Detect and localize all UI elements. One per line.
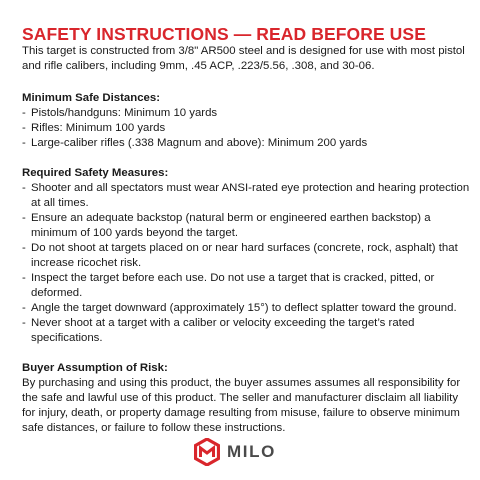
- list-item: [22, 211, 470, 241]
- buyer-paragraph: By purchasing and using this product, the buyer assumes assumes all responsibility for the safe and lawful use of this product. The seller and manufacturer disclaim all liability for injury, death, or property damage resulting from misuse, failure to observe minimum safe distances, or failure to follow these instructions.: [22, 377, 461, 434]
- logo-wordmark: MILO: [227, 442, 276, 461]
- list-item: [22, 106, 470, 121]
- list-item-text: Do not shoot at targets placed on or near hard surfaces (concrete, rock, asphalt) that increase ricochet risk.: [31, 242, 458, 269]
- buyer-heading: Buyer Assumption of Risk:: [22, 362, 168, 374]
- list-item: [22, 271, 470, 301]
- intro-paragraph: This target is constructed from 3/8" AR500 steel and is designed for use with most pistol and rifle calibers, including 9mm, .45 ACP, .223/5.56, .308, and 30-06.: [22, 45, 465, 72]
- bullet-dash: -: [22, 137, 26, 149]
- list-item-text: Never shoot at a target with a caliber or velocity exceeding the target’s rated specifications.: [31, 317, 415, 344]
- milo-logo: [194, 438, 276, 466]
- list-item: [22, 241, 470, 271]
- list-item-text: Inspect the target before each use. Do not use a target that is cracked, pitted, or deformed.: [31, 272, 435, 299]
- distances-heading: Minimum Safe Distances:: [22, 92, 160, 104]
- distances-list: [22, 106, 470, 151]
- list-item: [22, 301, 470, 316]
- list-item-text: Shooter and all spectators must wear ANSI-rated eye protection and hearing protection at all times.: [31, 182, 470, 209]
- list-item-text: Angle the target downward (approximately 15°) to deflect splatter toward the ground.: [31, 302, 457, 314]
- bullet-dash: -: [22, 212, 26, 224]
- list-item: [22, 121, 470, 136]
- page-title: SAFETY INSTRUCTIONS — READ BEFORE USE: [22, 24, 426, 44]
- bullet-dash: -: [22, 122, 26, 134]
- list-item: [22, 316, 470, 346]
- bullet-dash: -: [22, 317, 26, 329]
- measures-section: [22, 166, 470, 346]
- list-item-text: Ensure an adequate backstop (natural berm or engineered earthen backstop) a minimum of 100 yards beyond the target.: [31, 212, 431, 239]
- bullet-dash: -: [22, 242, 26, 254]
- bullet-dash: -: [22, 182, 26, 194]
- safety-document: [22, 24, 470, 436]
- list-item: [22, 136, 470, 151]
- list-item-text: Large-caliber rifles (.338 Magnum and above): Minimum 200 yards: [31, 137, 368, 149]
- bullet-dash: -: [22, 272, 26, 284]
- bullet-dash: -: [22, 302, 26, 314]
- list-item-text: Rifles: Minimum 100 yards: [31, 122, 166, 134]
- list-item-text: Pistols/handguns: Minimum 10 yards: [31, 107, 218, 119]
- milo-logo-icon: [194, 438, 220, 466]
- distances-section: [22, 91, 470, 151]
- buyer-section: [22, 361, 470, 436]
- measures-list: [22, 181, 470, 346]
- bullet-dash: -: [22, 107, 26, 119]
- list-item: [22, 181, 470, 211]
- measures-heading: Required Safety Measures:: [22, 167, 169, 179]
